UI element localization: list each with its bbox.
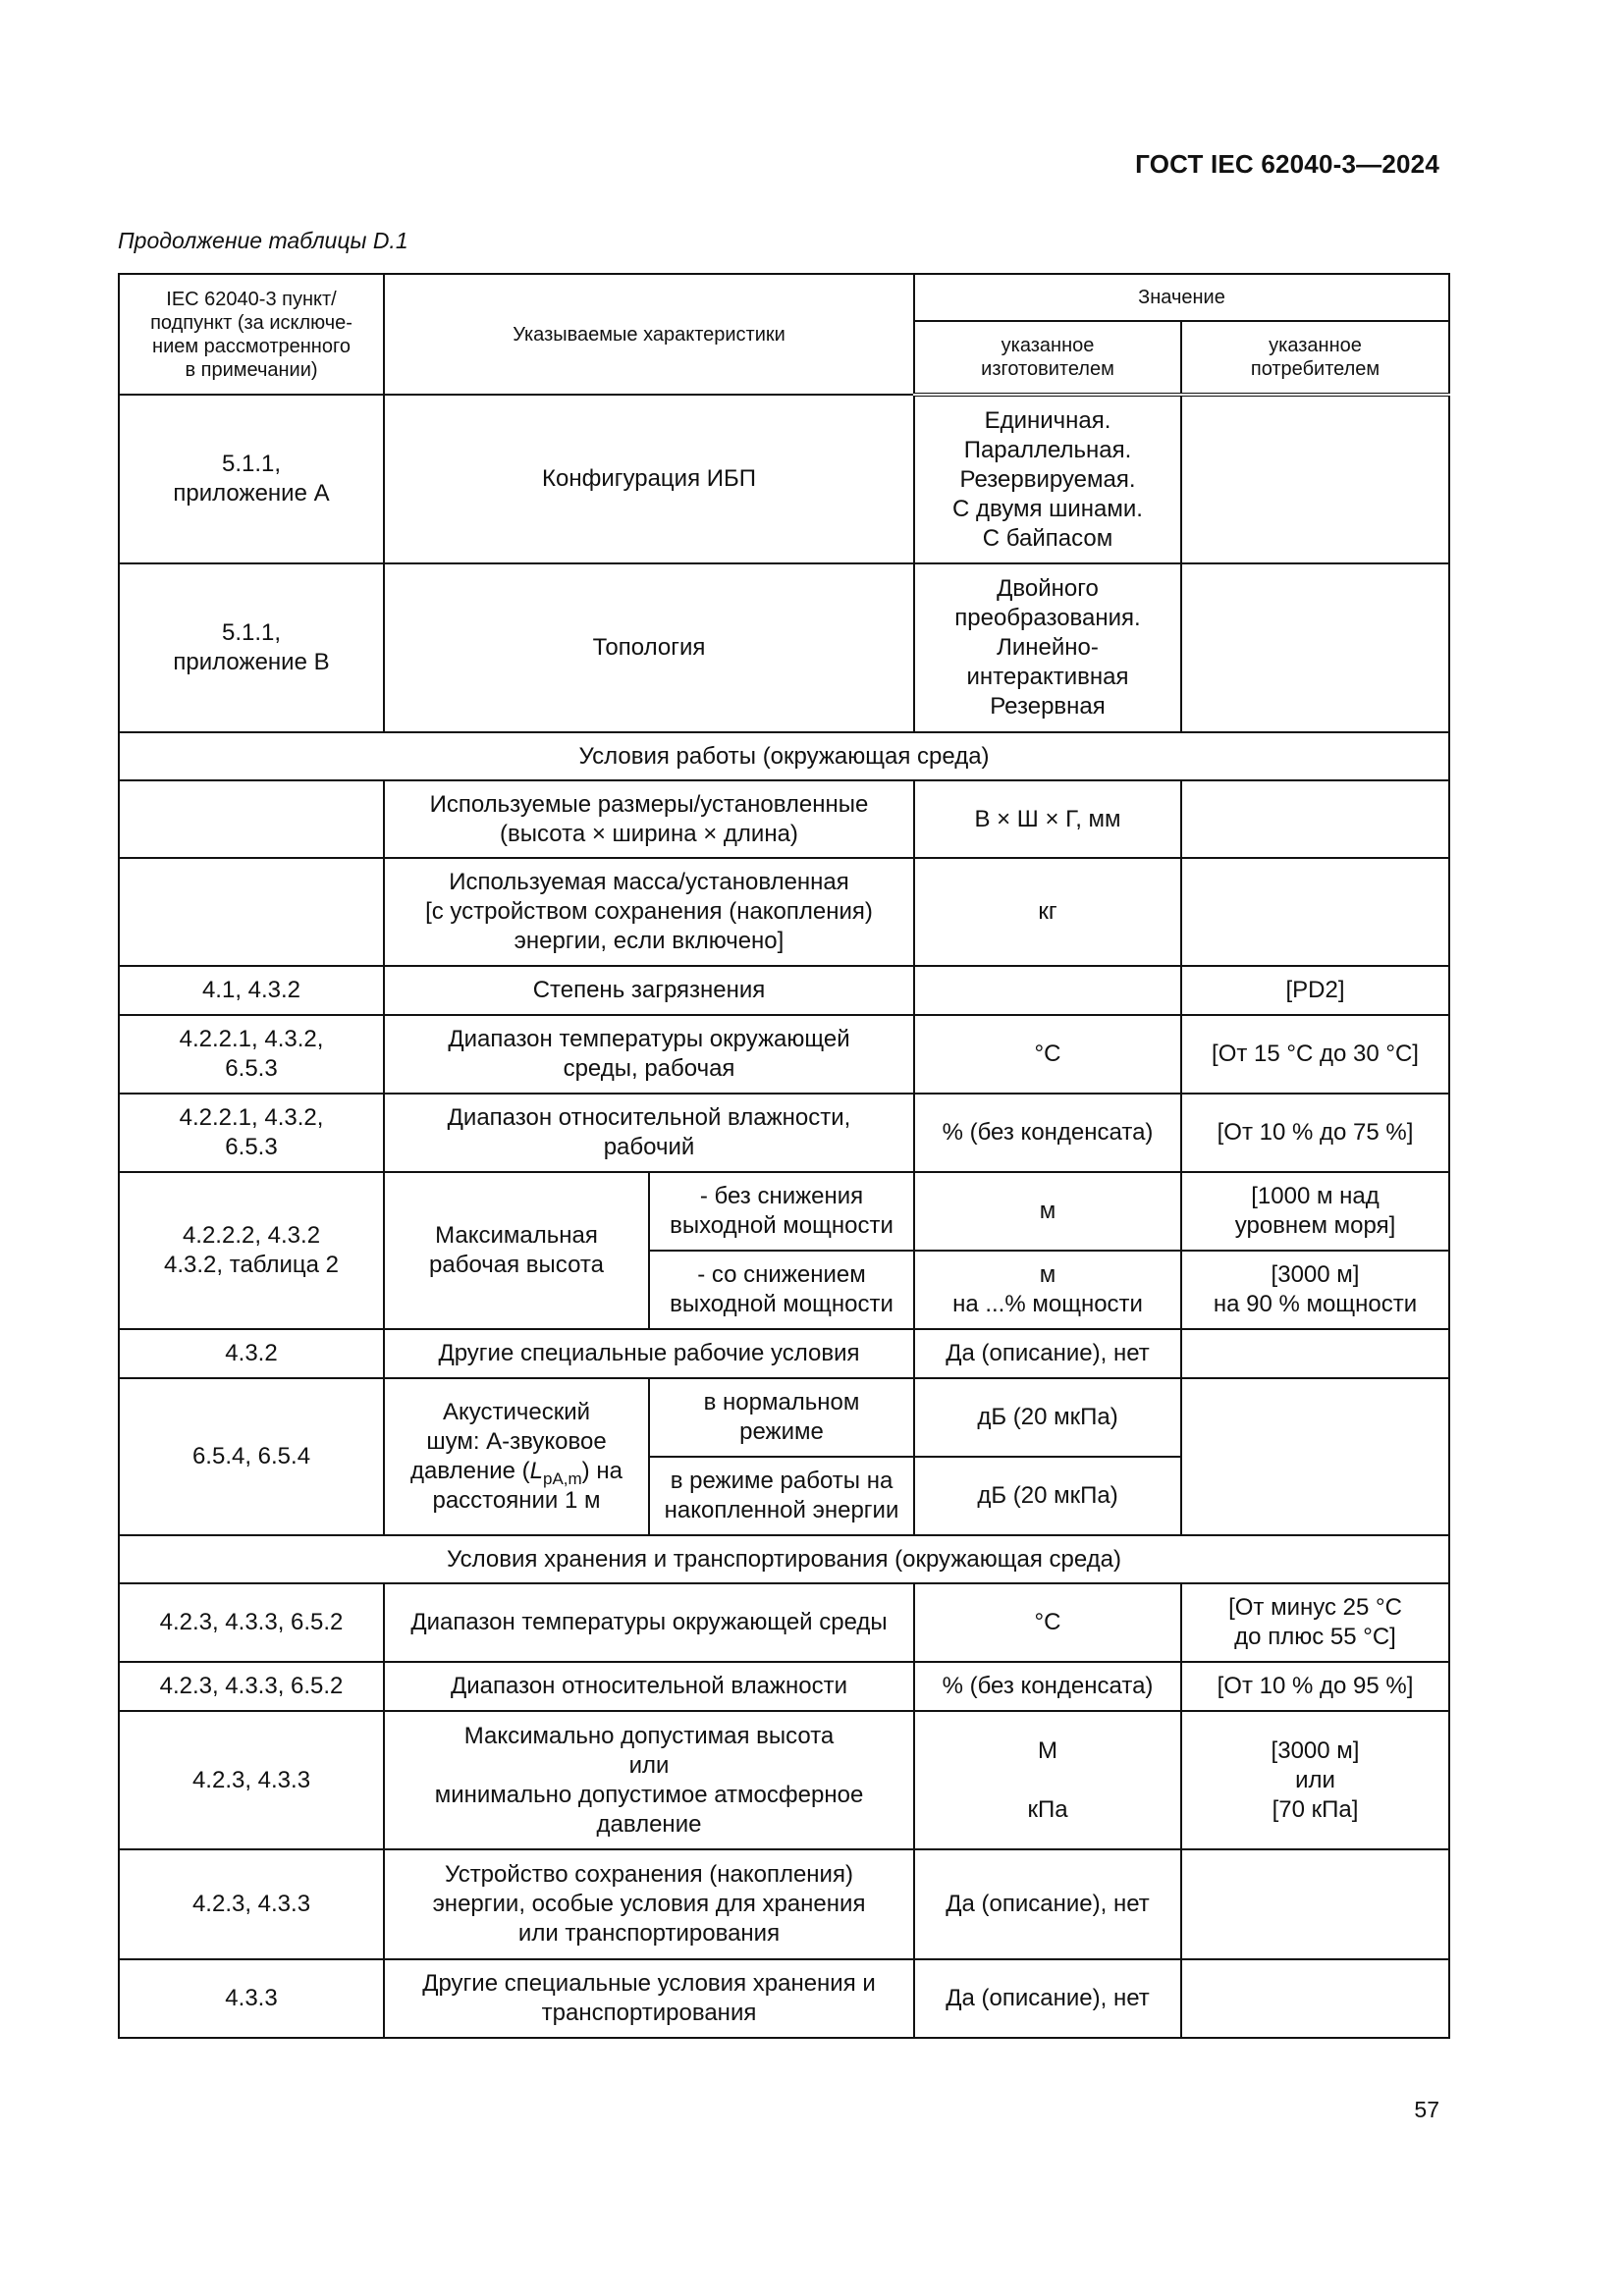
characteristic-cell: Диапазон температуры окружающей среды [384,1583,914,1662]
characteristic-cell: Диапазон относительной влажности, рабочий [384,1094,914,1172]
header-purchaser: указанное потребителем [1181,321,1449,395]
characteristic-cell: Топология [384,563,914,732]
table-row [119,1711,1449,1849]
clause-cell: 4.2.3, 4.3.3, 6.5.2 [119,1662,384,1711]
purchaser-cell [1181,563,1449,732]
standard-designation: ГОСТ IEC 62040-3—2024 [1135,149,1439,179]
table-row [119,858,1449,966]
table-row [119,1849,1449,1959]
section-row [119,1535,1449,1583]
characteristic-cell: Диапазон относительной влажности [384,1662,914,1711]
clause-cell: 4.2.3, 4.3.3 [119,1711,384,1849]
header-manufacturer: указанное изготовителем [914,321,1181,395]
subcharacteristic-cell: в режиме работы на накопленной энергии [649,1457,914,1535]
characteristic-cell: Конфигурация ИБП [384,395,914,563]
clause-cell: 4.2.2.2, 4.3.2 4.3.2, таблица 2 [119,1172,384,1329]
section-heading: Условия работы (окружающая среда) [119,732,1449,780]
characteristic-cell [384,1378,649,1535]
manufacturer-cell: Да (описание), нет [914,1849,1181,1959]
purchaser-cell: [1000 м над уровнем моря] [1181,1172,1449,1251]
manufacturer-cell: Да (описание), нет [914,1959,1181,2038]
characteristic-cell: Диапазон температуры окружающей среды, рабочая [384,1015,914,1094]
manufacturer-cell: кг [914,858,1181,966]
table-row [119,780,1449,858]
clause-cell: 4.3.3 [119,1959,384,2038]
subcharacteristic-cell: - без снижения выходной мощности [649,1172,914,1251]
purchaser-cell: [От 10 % до 95 %] [1181,1662,1449,1711]
characteristic-cell: Используемые размеры/установленные (высота × ширина × длина) [384,780,914,858]
table-row [119,1959,1449,2038]
clause-cell: 4.3.2 [119,1329,384,1378]
purchaser-cell [1181,780,1449,858]
noise-subscript: pA,m [542,1468,582,1488]
clause-cell: 4.2.2.1, 4.3.2, 6.5.3 [119,1015,384,1094]
manufacturer-cell: дБ (20 мкПа) [914,1457,1181,1535]
table-continuation-caption: Продолжение таблицы D.1 [118,228,408,253]
manufacturer-cell: Двойного преобразования. Линейно- интерактивная Резервная [914,563,1181,732]
header-value: Значение [914,274,1449,321]
characteristic-cell: Другие специальные рабочие условия [384,1329,914,1378]
table-row [119,966,1449,1015]
table-row [119,1094,1449,1172]
specification-table [118,273,1450,2039]
purchaser-cell: [От минус 25 °C до плюс 55 °C] [1181,1583,1449,1662]
purchaser-cell: [От 10 % до 75 %] [1181,1094,1449,1172]
subcharacteristic-cell: в нормальном режиме [649,1378,914,1457]
manufacturer-cell: м [914,1172,1181,1251]
clause-cell [119,780,384,858]
purchaser-cell: [3000 м] на 90 % мощности [1181,1251,1449,1329]
table-row [119,1583,1449,1662]
manufacturer-cell: % (без конденсата) [914,1094,1181,1172]
manufacturer-cell: дБ (20 мкПа) [914,1378,1181,1457]
clause-cell [119,858,384,966]
clause-cell: 4.2.3, 4.3.3 [119,1849,384,1959]
characteristic-cell: Степень загрязнения [384,966,914,1015]
noise-text-after: ) на расстоянии 1 м [432,1458,623,1514]
header-clause: IEC 62040-3 пункт/ подпункт (за исключе- нием рассмотренного в примечании) [119,274,384,395]
clause-cell: 6.5.4, 6.5.4 [119,1378,384,1535]
clause-cell: 4.1, 4.3.2 [119,966,384,1015]
manufacturer-cell: м на ...% мощности [914,1251,1181,1329]
purchaser-cell [1181,1959,1449,2038]
page-number: 57 [1414,2097,1439,2122]
table-row [119,563,1449,732]
clause-cell: 5.1.1, приложение B [119,563,384,732]
manufacturer-cell: М кПа [914,1711,1181,1849]
manufacturer-cell: В × Ш × Г, мм [914,780,1181,858]
purchaser-cell [1181,1378,1449,1535]
characteristic-cell: Максимально допустимая высота или минимально допустимое атмосферное давление [384,1711,914,1849]
purchaser-cell [1181,1849,1449,1959]
manufacturer-cell: °C [914,1583,1181,1662]
purchaser-cell: [3000 м] или [70 кПа] [1181,1711,1449,1849]
clause-cell: 5.1.1, приложение A [119,395,384,563]
table-row [119,1329,1449,1378]
table-row [119,395,1449,563]
manufacturer-cell: % (без конденсата) [914,1662,1181,1711]
manufacturer-cell: Единичная. Параллельная. Резервируемая. С двумя шинами. С байпасом [914,395,1181,563]
table-row [119,1662,1449,1711]
header-characteristics: Указываемые характеристики [384,274,914,395]
characteristic-cell: Используемая масса/установленная [с устройством сохранения (накопления) энергии, если включено] [384,858,914,966]
clause-cell: 4.2.2.1, 4.3.2, 6.5.3 [119,1094,384,1172]
noise-text-before: Акустический шум: А-звуковое давление ( [410,1399,607,1484]
header-row [119,274,1449,321]
purchaser-cell [1181,395,1449,563]
section-heading: Условия хранения и транспортирования (окружающая среда) [119,1535,1449,1583]
section-row [119,732,1449,780]
noise-symbol: L [529,1458,543,1484]
table-row [119,1172,1449,1251]
table-row [119,1015,1449,1094]
characteristic-cell: Максимальная рабочая высота [384,1172,649,1329]
table-row [119,1378,1449,1457]
purchaser-cell [1181,858,1449,966]
clause-cell: 4.2.3, 4.3.3, 6.5.2 [119,1583,384,1662]
characteristic-cell: Устройство сохранения (накопления) энергии, особые условия для хранения или транспортирования [384,1849,914,1959]
subcharacteristic-cell: - со снижением выходной мощности [649,1251,914,1329]
purchaser-cell: [От 15 °C до 30 °C] [1181,1015,1449,1094]
manufacturer-cell: °C [914,1015,1181,1094]
manufacturer-cell [914,966,1181,1015]
characteristic-cell: Другие специальные условия хранения и транспортирования [384,1959,914,2038]
manufacturer-cell: Да (описание), нет [914,1329,1181,1378]
purchaser-cell: [PD2] [1181,966,1449,1015]
purchaser-cell [1181,1329,1449,1378]
